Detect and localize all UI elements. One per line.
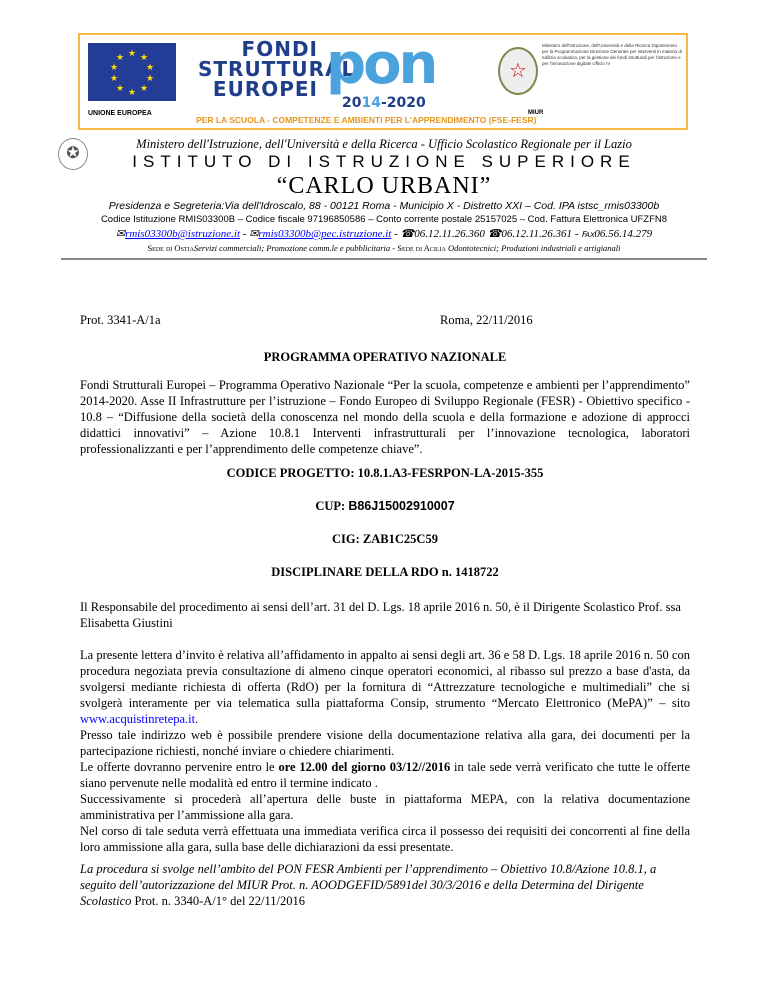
italian-emblem-icon: ☆ [498,47,538,95]
cup: CUP: B86J15002910007 [315,499,455,513]
codes-line: Codice Istituzione RMIS03300B – Codice fiscale 97196850586 – Conto corrente postale 25157025 – Cod. Fattura Elettronica UFZFN8 [100,214,668,225]
rdo-title: DISCIPLINARE DELLA RDO n. 1418722 [271,565,499,579]
responsible-paragraph: Il Responsabile del procedimento ai sensi dell’art. 31 del D. Lgs. 18 aprile 2016 n. 50, è il Dirigente Scolastico Prof. ssa Elisabetta Giustini [80,600,681,630]
project-code: CODICE PROGETTO: 10.8.1.A3-FESRPON-LA-2015-355 [226,466,544,480]
eu-flag-icon: ★ ★ ★ ★ ★ ★ ★ ★ ★ ★ [88,43,176,101]
intro-paragraph: Fondi Strutturali Europei – Programma Operativo Nazionale “Per la scuola, competenze e ambienti per l’apprendimento” 2014-2020. Asse II Infrastrutture per l’istruzione – Fondo Europeo di Sviluppo Regionale (FESR) - Obiettivo specifico - 10.8 – “Diffusione della società della conoscenza nel mondo della scuola e della formazione e adozione di approcci didattici innovativi” – Azione 10.8.1 Interventi infrastrutturali per l’innovazione tecnologica, laboratori professionalizzanti e per l’apprendimento delle competenze chiave”. [80,378,690,456]
sedi-line: Sede di OstiaServizi commerciali; Promozione comm.le e pubblicitaria - Sede di Acilia Odontotecnici; Produzioni industriali e artigianali [147,243,621,253]
fax-icon: ℻ [581,228,595,240]
phone-icon: ☎ [400,228,415,240]
header-divider [61,258,707,260]
miur-label: MIUR [528,110,544,116]
phone-2: 06.12.11.26.361 [501,228,573,240]
phone-icon: ☎ [487,228,502,240]
doc-title: PROGRAMMA OPERATIVO NAZIONALE [263,350,507,364]
address-line: Presidenza e Segreteria:Via dell'Idroscalo, 88 - 00121 Roma - Municipio X - Distretto XXI – Cod. IPA istsc_rmis03300b [108,200,660,212]
contacts-line: ✉rmis03300b@istruzione.it - ✉rmis03300b@pec.istruzione.it - ☎06.12.11.26.360 ☎06.12.11.26.361 - ℻06.56.14.279 [115,228,653,240]
fondi-logo: FONDI STRUTTURALI EUROPEI [198,37,364,101]
date: Roma, 22/11/2016 [440,313,533,327]
phone-1: 06.12.11.26.360 [414,228,485,240]
mail-icon: ✉ [249,228,259,240]
protocol-line [80,312,690,328]
pon-years: 2014-2020 [342,95,426,111]
pon-tagline: PER LA SCUOLA - COMPETENZE E AMBIENTI PER L'APPRENDIMENTO (FSE-FESR) [196,115,537,125]
pon-banner [78,33,688,130]
miur-text: Ministero dell'Istruzione, dell'Università e della Ricerca Dipartimento per la Programmazione Direzione Generale per interventi in materia di edilizia scolastica, per la gestione dei fondi strutturali per l'istruzione e per l'innovazione digitale Ufficio IV [542,43,682,66]
letterhead [0,137,768,260]
letter-body [80,312,690,909]
mail-icon: ✉ [115,228,126,240]
pon-logo: pon [326,32,436,97]
republic-seal-icon: ✪ [58,138,88,170]
procedure-paragraph: La procedura si svolge nell’ambito del PON FESR Ambienti per l’apprendimento – Obiettivo 10.8/Azione 10.8.1, a seguito dell’autorizzazione del MIUR Prot. n. AOODGEFID/5891del 30/3/2016 e della Determina del Dirigente Scolastico Prot. n. 3340-A/1° del 22/11/2016 [80,862,657,908]
protocol-number: Prot. 3341-A/1a [80,313,161,327]
acquistinrete-link[interactable]: www.acquistinretepa.it [80,712,196,726]
institute-title: ISTITUTO DI ISTRUZIONE SUPERIORE [132,152,636,171]
cig: CIG: ZAB1C25C59 [332,532,438,546]
body-paragraphs: La presente lettera d’invito è relativa all’affidamento in appalto ai sensi degli art. 36 e 58 D. Lgs. 18 aprile 2016 n. 50 con procedura negoziata previa consultazione di almeno cinque operatori economici, al ribasso sul prezzo a base d'asta, da svolgersi mediante richiesta di offerta (RdO) per la fornitura di “Attrezzature tecnologiche e multimediali” che si svolgerà interamente per via telematica sulla piattaforma Consip, strumento “Mercato Elettronico (MePA)” – sito www.acquistinretepa.it. Presso tale indirizzo web è possibile prendere visione della documentazione relativa alla gara, dei documenti per la partecipazione richiesti, nonché inviare o chiedere chiarimenti. Le offerte dovranno pervenire entro le ore 12.00 del giorno 03/12//2016 in tale sede verrà verificato che tutte le offerte siano pervenute nelle modalità ed entro il termine indicato . Successivamente si procederà all’apertura delle buste in piattaforma MEPA, con la relativa documentazione amministrativa per l’ammissione alla gara. Nel corso di tale seduta verrà effettuata una immediata verifica circa il possesso dei requisiti dei concorrenti al fine della loro ammissione alla gara, sulla base delle dichiarazioni da essi presentate. [80,648,691,854]
email-link[interactable]: rmis03300b@istruzione.it [125,228,241,240]
fax: 06.56.14.279 [594,228,653,240]
school-name: “CARLO URBANI” [276,173,492,199]
eu-label: UNIONE EUROPEA [88,110,152,117]
ministry-line: Ministero dell'Istruzione, dell'Università e della Ricerca - Ufficio Scolastico Regionale per il Lazio [136,137,632,151]
pec-link[interactable]: rmis03300b@pec.istruzione.it [258,228,392,240]
